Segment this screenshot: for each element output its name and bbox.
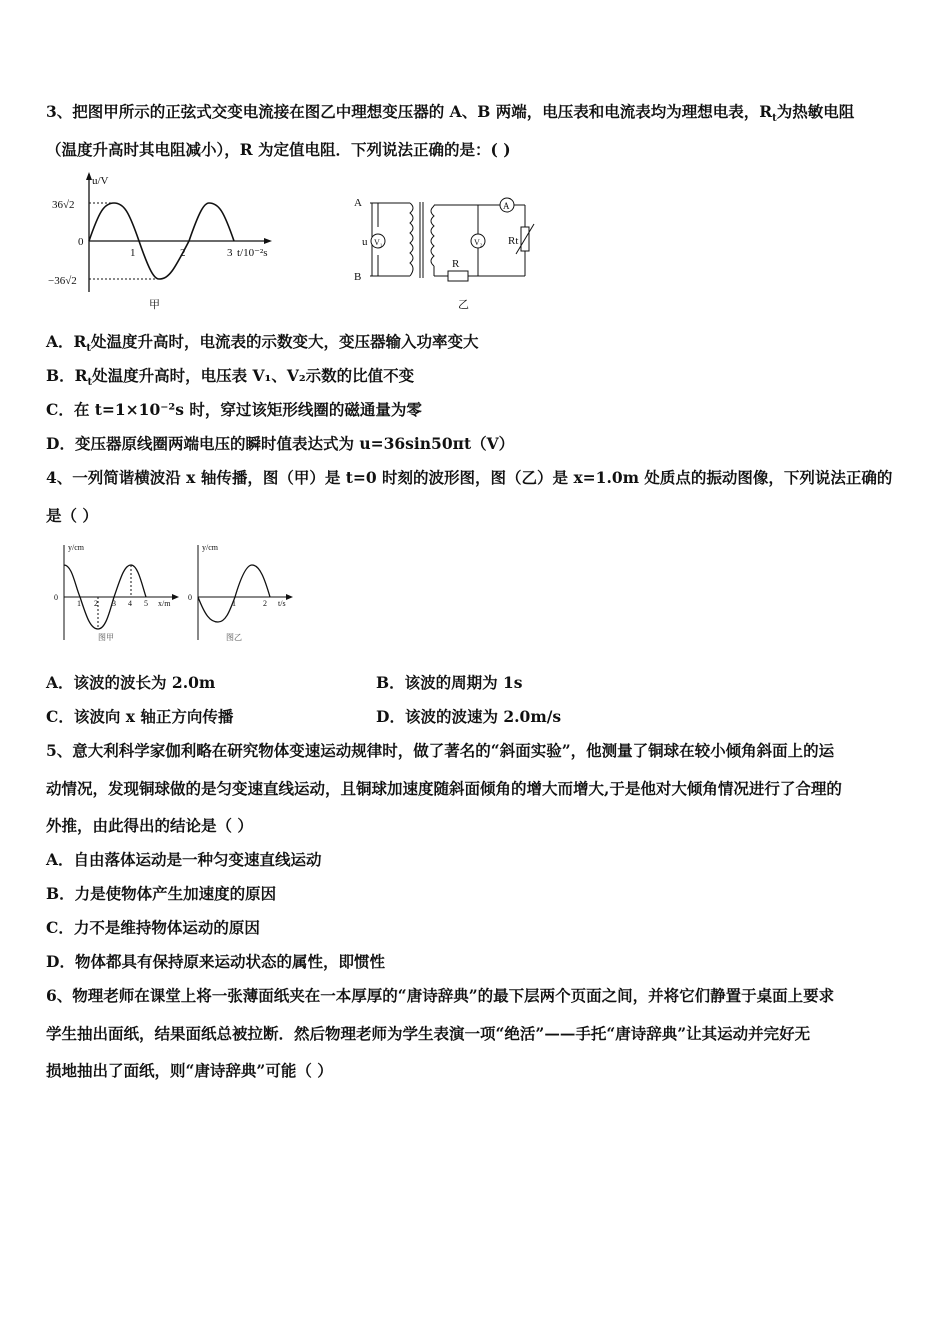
q3-stem-line2: （温度升高时其电阻减小），R 为定值电阻．下列说法正确的是：( ): [46, 140, 511, 159]
q4-option-b[interactable]: B．该波的周期为 1s: [376, 673, 523, 692]
svg-text:V₂: V₂: [474, 238, 483, 247]
svg-text:1: 1: [77, 599, 81, 608]
svg-text:V₁: V₁: [374, 238, 383, 247]
q4-option-d[interactable]: D．该波的波速为 2.0m/s: [376, 707, 562, 726]
q4-option-a[interactable]: A．该波的波长为 2.0m: [46, 673, 216, 692]
q5-stem-line3: 外推，由此得出的结论是（ ）: [46, 816, 253, 835]
q3-figure-jia: [44, 172, 284, 322]
svg-text:4: 4: [128, 599, 132, 608]
jia-tick-1: 1: [130, 247, 136, 259]
q3-stem-line1: 3、把图甲所示的正弦式交变电流接在图乙中理想变压器的 A、B 两端，电压表和电流表均为理想电表，$R_t$为热敏电阻: [46, 102, 855, 125]
svg-text:2: 2: [263, 599, 267, 608]
q4-figure-jia: [46, 540, 186, 650]
q3-figure-yi: [350, 172, 550, 322]
svg-text:3: 3: [112, 599, 116, 608]
q5-option-a[interactable]: A．自由落体运动是一种匀变速直线运动: [46, 850, 322, 869]
jia-y-label: u/V: [92, 175, 109, 187]
jia-x-label: t/10⁻²s: [237, 247, 268, 259]
svg-text:5: 5: [144, 599, 148, 608]
svg-text:y/cm: y/cm: [202, 543, 218, 552]
q5-option-c[interactable]: C．力不是维持物体运动的原因: [46, 918, 260, 937]
q3-option-a[interactable]: A．$R_t$处温度升高时，电流表的示数变大，变压器输入功率变大: [46, 332, 479, 355]
jia-ymin: −36√2: [48, 275, 77, 287]
q4-figure-yi: [180, 540, 300, 650]
svg-text:t/s: t/s: [278, 599, 286, 608]
jia-tick-3: 3: [227, 247, 233, 259]
svg-text:R: R: [452, 258, 460, 270]
svg-text:2: 2: [94, 599, 98, 608]
q3-option-b[interactable]: B．$R_t$处温度升高时，电压表 V₁、V₂示数的比值不变: [46, 366, 415, 389]
q3-option-c[interactable]: C．在 t=1×10⁻²s 时，穿过该矩形线圈的磁通量为零: [46, 400, 422, 419]
q6-stem-line3: 损地抽出了面纸，则“唐诗辞典”可能（ ）: [46, 1061, 333, 1080]
yi-caption: 乙: [458, 298, 469, 311]
svg-text:图甲: 图甲: [98, 633, 114, 642]
q6-stem-line2: 学生抽出面纸，结果面纸总被拉断．然后物理老师为学生表演一项“绝活”——手托“唐诗辞典”让其运动并完好无: [46, 1024, 811, 1043]
svg-text:x/m: x/m: [158, 599, 171, 608]
svg-text:1: 1: [232, 599, 236, 608]
svg-text:A: A: [503, 201, 510, 211]
jia-caption: 甲: [149, 298, 160, 311]
svg-text:0: 0: [188, 593, 192, 602]
svg-text:0: 0: [54, 593, 58, 602]
svg-text:y/cm: y/cm: [68, 543, 84, 552]
svg-text:Rt: Rt: [508, 235, 519, 247]
q5-option-b[interactable]: B．力是使物体产生加速度的原因: [46, 884, 277, 903]
jia-origin: 0: [78, 236, 84, 248]
svg-text:u: u: [362, 236, 368, 248]
svg-text:B: B: [354, 271, 362, 283]
jia-tick-2: 2: [180, 247, 186, 259]
q3-option-d[interactable]: D．变压器原线圈两端电压的瞬时值表达式为 u=36sin50πt（V）: [46, 434, 515, 453]
q4-stem-line2: 是（ ）: [46, 506, 98, 525]
q4-stem-line1: 4、一列简谐横波沿 x 轴传播，图（甲）是 t=0 时刻的波形图，图（乙）是 x=1.0m 处质点的振动图像，下列说法正确的: [46, 468, 893, 487]
svg-text:图乙: 图乙: [226, 633, 242, 642]
q5-option-d[interactable]: D．物体都具有保持原来运动状态的属性，即惯性: [46, 952, 385, 971]
svg-text:A: A: [354, 197, 362, 209]
q5-stem-line2: 动情况，发现铜球做的是匀变速直线运动，且铜球加速度随斜面倾角的增大而增大,于是他对大倾角情况进行了合理的: [46, 779, 842, 798]
jia-ymax: 36√2: [52, 199, 75, 211]
q6-stem-line1: 6、物理老师在课堂上将一张薄面纸夹在一本厚厚的“唐诗辞典”的最下层两个页面之间，并将它们静置于桌面上要求: [46, 986, 835, 1005]
q4-option-c[interactable]: C．该波向 x 轴正方向传播: [46, 707, 234, 726]
q5-stem-line1: 5、意大利科学家伽利略在研究物体变速运动规律时，做了著名的“斜面实验”，他测量了铜球在较小倾角斜面上的运: [46, 741, 835, 760]
